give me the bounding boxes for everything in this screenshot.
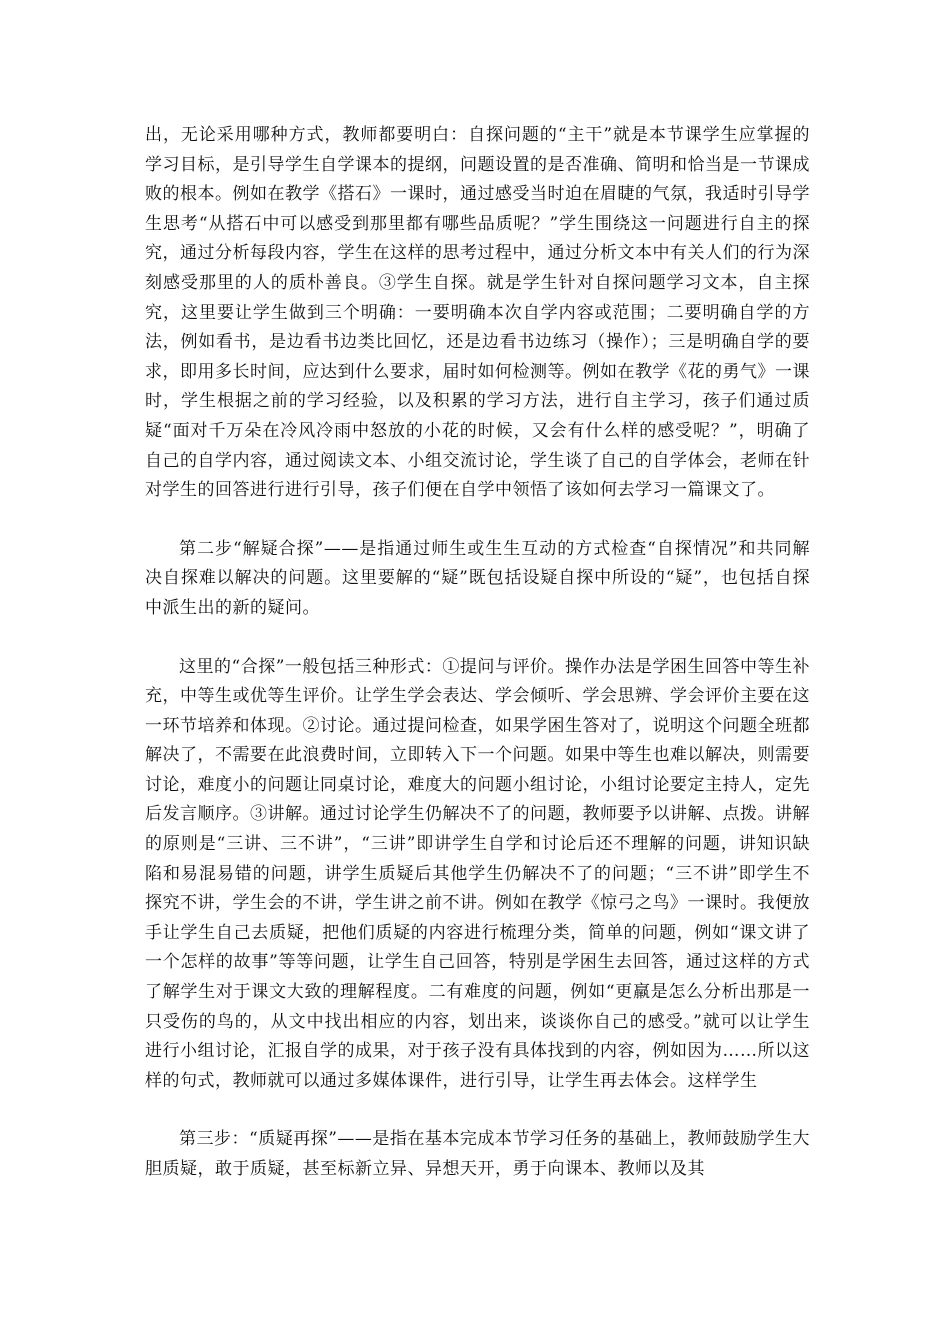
paragraph-gap xyxy=(145,1096,810,1125)
paragraph-2: 第二步“解疑合探”——是指通过师生或生生互动的方式检查“自探情况”和共同解决自探难以解决的问题。这里要解的“疑”既包括设疑自探中所设的“疑”，也包括自探中派生出的新的疑问。 xyxy=(145,538,810,618)
paragraph-gap xyxy=(145,506,810,535)
paragraph-gap xyxy=(145,624,810,653)
paragraph-4: 第三步：“质疑再探”——是指在基本完成本节学习任务的基础上，教师鼓励学生大胆质疑，敢于质疑，甚至标新立异、异想天开，勇于向课本、教师以及其 xyxy=(145,1129,810,1179)
paragraph-3: 这里的“合探”一般包括三种形式：①提问与评价。操作办法是学困生回答中等生补充，中等生或优等生评价。让学生学会表达、学会倾听、学会思辨、学会评价主要在这一环节培养和体现。②讨论。通过提问检查，如果学困生答对了，说明这个问题全班都解决了，不需要在此浪费时间，立即转入下一个问题。如果中等生也难以解决，则需要讨论，难度小的问题让同桌讨论，难度大的问题小组讨论，小组讨论要定主持人，定先后发言顺序。③讲解。通过讨论学生仍解决不了的问题，教师要予以讲解、点拨。讲解的原则是“三讲、三不讲”，“三讲”即讲学生自学和讨论后还不理解的问题，讲知识缺陷和易混易错的问题，讲学生质疑后其他学生仍解决不了的问题；“三不讲”即学生不探究不讲，学生会的不讲，学生讲之前不讲。例如在教学《惊弓之鸟》一课时。我便放手让学生自己去质疑，把他们质疑的内容进行梳理分类，简单的问题，例如“课文讲了一个怎样的故事”等等问题，让学生自己回答，特别是学困生去回答，通过这样的方式了解学生对于课文大致的理解程度。二有难度的问题，例如“更羸是怎么分析出那是一只受伤的鸟的，从文中找出相应的内容，划出来，谈谈你自己的感受。”就可以让学生进行小组讨论，汇报自学的成果，对于孩子没有具体找到的内容，例如因为……所以这样的句式，教师就可以通过多媒体课件，进行引导，让学生再去体会。这样学生 xyxy=(145,656,810,1091)
document-body xyxy=(145,121,810,1185)
paragraph-1: 出，无论采用哪种方式，教师都要明白：自探问题的“主干”就是本节课学生应掌握的学习目标，是引导学生自学课本的提纲，问题设置的是否准确、简明和恰当是一节课成败的根本。例如在教学《搭石》一课时，通过感受当时迫在眉睫的气氛，我适时引导学生思考“从搭石中可以感受到那里都有哪些品质呢？”学生围绕这一问题进行自主的探究，通过分析每段内容，学生在这样的思考过程中，通过分析文本中有关人们的行为深刻感受那里的人的质朴善良。③学生自探。就是学生针对自探问题学习文本，自主探究，这里要让学生做到三个明确：一要明确本次自学内容或范围；二要明确自学的方法，例如看书，是边看书边类比回忆，还是边看书边练习（操作）；三是明确自学的要求，即用多长时间，应达到什么要求，届时如何检测等。例如在教学《花的勇气》一课时，学生根据之前的学习经验，以及积累的学习方法，进行自主学习，孩子们通过质疑“面对千万朵在冷风冷雨中怒放的小花的时候，又会有什么样的感受呢？”，明确了自己的自学内容，通过阅读文本、小组交流讨论，学生谈了自己的自学体会，老师在针对学生的回答进行进行引导，孩子们便在自学中领悟了该如何去学习一篇课文了。 xyxy=(145,125,810,501)
